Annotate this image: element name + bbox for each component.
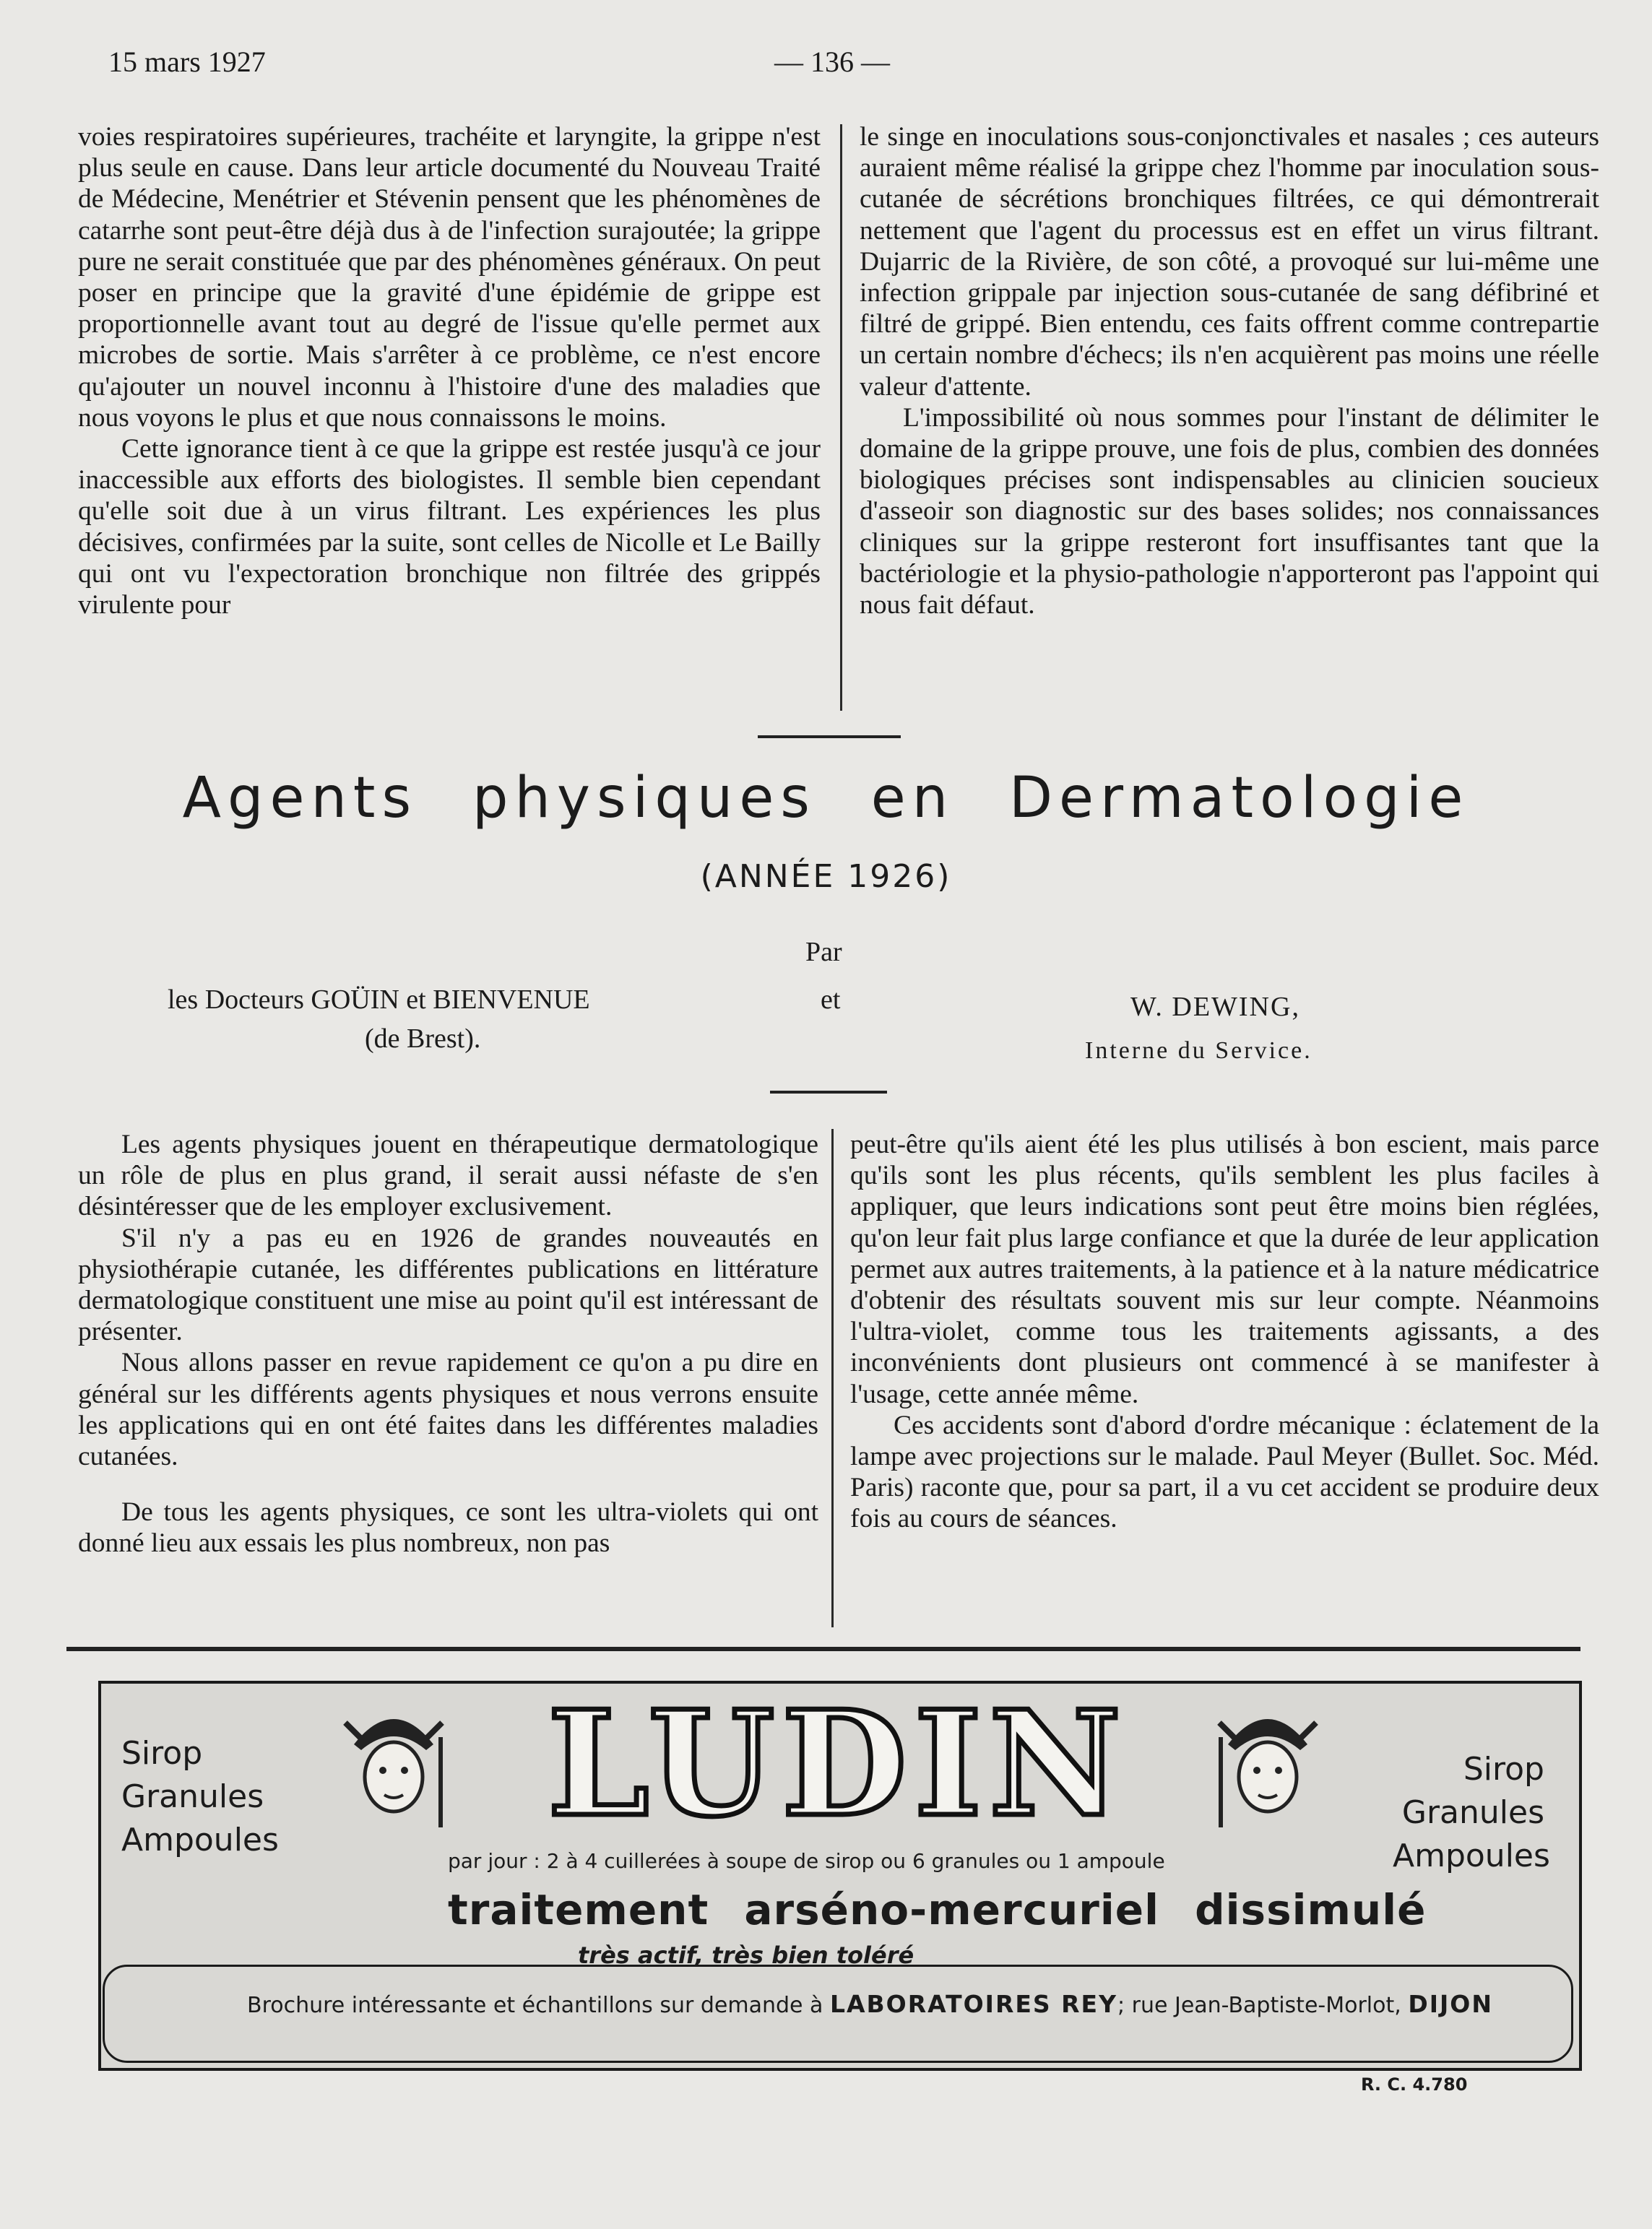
- authors-left: les Docteurs GOÜIN et BIENVENUE: [168, 984, 590, 1015]
- advert-dosage: par jour : 2 à 4 cuillerées à soupe de sirop ou 6 granules ou 1 ampoule: [448, 1849, 1165, 1873]
- paragraph: Nous allons passer en revue rapidement ce qu'on a pu dire en général sur les différents agents physiques et nous verrons ensuite les applications qui en ont été faites dans les différentes maladies cutanées.: [78, 1348, 818, 1472]
- paragraph: le singe en inoculations sous-conjonctivales et nasales ; ces auteurs auraient même réalisé la grippe chez l'homme par inoculation sous-cutanée de sécrétions bronchiques filtrées, ce qui démontrerait nettement que l'agent du processus est en effet un virus filtrant. Dujarric de la Rivière, de son côté, a provoqué sur lui-même une infection grippale par injection sous-cutanée de sang défibriné et filtré de grippé. Bien entendu, ces faits offrent comme contrepartie un certain nombre d'échecs; ils n'en acquièrent pas moins une réelle valeur d'attente.: [860, 122, 1599, 402]
- paragraph: L'impossibilité où nous sommes pour l'instant de délimiter le domaine de la grippe prouve, une fois de plus, combien des données biologiques précises sont indispensables au clinicien soucieux d'asseoir son diagnostic sur des bases solides; nos connaissances cliniques sur la grippe resteront fort insuffisantes tant que la bactériologie et la physio-pathologie n'apporteront pas l'appoint qui nous fait défaut.: [860, 402, 1599, 620]
- section-rule: [758, 735, 901, 738]
- paragraph: Les agents physiques jouent en thérapeutique dermatologique un rôle de plus en plus grand, il serait aussi néfaste de s'en désintéresser que de les employer exclusivement.: [78, 1130, 818, 1222]
- by-label: Par: [805, 937, 842, 967]
- advert-laboratory: LABORATOIRES REY: [829, 1990, 1117, 2018]
- top-left-column: [78, 121, 821, 620]
- paragraph: S'il n'y a pas eu en 1926 de grandes nouveautés en physiothérapie cutanée, les différentes publications en littérature dermatologique constituent une mise au point qu'il est intéressant de présenter.: [78, 1223, 818, 1347]
- advert-footer: [247, 1990, 1493, 2018]
- advert-address: ; rue Jean-Baptiste-Morlot,: [1117, 1993, 1401, 2018]
- paragraph: Cette ignorance tient à ce que la grippe est restée jusqu'à ce jour inaccessible aux efforts des biologistes. Il semble bien cependant qu'elle soit due à un virus filtrant. Les expériences les plus décisives, confirmées par la suite, sont celles de Nicolle et Le Bailly qui ont vu l'expectoration bronchique non filtrée des grippés virulente pour: [78, 434, 821, 620]
- paragraph: peut-être qu'ils aient été les plus utilisés à bon escient, mais parce qu'ils sont les plus récents, qu'ils semblent les plus faciles à appliquer, que leurs indications sont peut être moins bien réglées, qu'on leur fait plus large confiance et que la durée de leur application permet aux autres traitements, à la patience et à la nature médicatrice d'obtenir des résultats souvent mis sur leur compte. Néanmoins l'ultra-violet, comme tous les traitements agissants, a des inconvénients dont plusieurs ont commencé à se manifester à l'usage, cette année même.: [850, 1130, 1599, 1409]
- bottom-left-column: [78, 1129, 818, 1559]
- and-label: et: [821, 984, 841, 1015]
- form-label: Granules: [1401, 1794, 1544, 1831]
- author-right: W. DEWING,: [1130, 992, 1300, 1022]
- page-number: — 136 —: [774, 46, 890, 78]
- paragraph: voies respiratoires supérieures, trachéite et laryngite, la grippe n'est plus seule en cause. Dans leur article documenté du Nouveau Traité de Médecine, Menétrier et Stévenin pensent que les phénomènes de catarrhe sont peut-être déjà dus à de l'infection surajoutée; la grippe pure ne serait constituée que par des phénomènes généraux. On peut poser en principe que la gravité d'une épidémie de grippe est proportionnelle avant tout au degré de l'issue qu'elle permet aux microbes de sortie. Mais s'arrêter à ce problème, ce n'est encore qu'ajouter un nouvel inconnu à l'histoire d'une des maladies que nous voyons le plus et que nous connaissons le moins.: [78, 122, 821, 433]
- advert-brand: LUDIN: [548, 1679, 1128, 1849]
- article-subtitle: (ANNÉE 1926): [700, 858, 952, 895]
- author-right-role: Interne du Service.: [1085, 1037, 1312, 1064]
- advert-forms-right: [1393, 1748, 1550, 1878]
- mercury-head-icon: [340, 1694, 448, 1831]
- mercury-head-icon: [1214, 1694, 1322, 1831]
- bottom-right-column: [850, 1129, 1599, 1535]
- authors-left-place: (de Brest).: [365, 1023, 481, 1054]
- section-rule: [770, 1091, 887, 1094]
- form-label: Ampoules: [1393, 1838, 1550, 1874]
- form-label: Granules: [121, 1778, 264, 1815]
- article-title: Agents physiques en Dermatologie: [182, 766, 1470, 831]
- advert-registration: R. C. 4.780: [1361, 2074, 1468, 2095]
- advert-footer-text: Brochure intéressante et échantillons sur demande à: [247, 1993, 823, 2018]
- advert-top-rule: [66, 1647, 1580, 1651]
- form-label: Sirop: [1463, 1751, 1544, 1788]
- issue-date: 15 mars 1927: [108, 46, 266, 78]
- advert-tagline: traitement arséno-mercuriel dissimulé: [448, 1885, 1427, 1934]
- paragraph: De tous les agents physiques, ce sont les ultra-violets qui ont donné lieu aux essais les plus nombreux, non pas: [78, 1497, 818, 1559]
- column-divider: [831, 1129, 834, 1627]
- form-label: Ampoules: [121, 1822, 279, 1858]
- form-label: Sirop: [121, 1735, 203, 1772]
- advert-city: DIJON: [1408, 1990, 1493, 2018]
- paragraph: Ces accidents sont d'abord d'ordre mécanique : éclatement de la lampe avec projections sur le malade. Paul Meyer (Bullet. Soc. Méd. Paris) raconte que, pour sa part, il a vu cet accident se produire deux fois au cours de séances.: [850, 1410, 1599, 1534]
- column-divider: [840, 124, 842, 711]
- advert-forms-left: [121, 1732, 279, 1862]
- advert-note: très actif, très bien toléré: [578, 1942, 914, 1969]
- top-right-column: [860, 121, 1599, 620]
